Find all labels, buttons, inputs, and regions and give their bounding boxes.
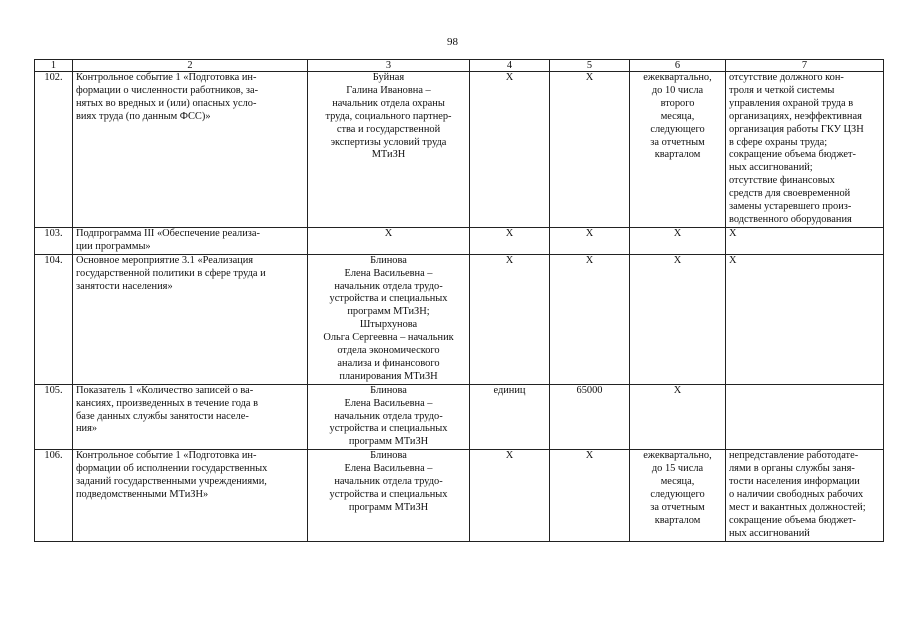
risk-cell	[726, 450, 884, 541]
unit-cell	[470, 72, 550, 228]
row-number-cell: 105.	[35, 384, 73, 450]
cell-line: подведомственными МТиЗН»	[76, 489, 209, 500]
table-body	[35, 72, 884, 542]
value-cell	[550, 72, 630, 228]
responsible-cell	[308, 384, 470, 450]
cell-line: Блинова	[370, 450, 407, 462]
cell-line: Х	[585, 227, 594, 239]
cell-line: занятости населения»	[76, 280, 173, 292]
event-name-cell	[73, 72, 308, 228]
event-name-cell	[73, 450, 308, 541]
cell-line: до 10 числа	[651, 84, 704, 96]
cell-line: Буйная	[372, 72, 405, 83]
column-header: 6	[630, 60, 726, 72]
cell-line: Х	[673, 254, 682, 266]
cell-line: ства и государственной	[336, 123, 441, 135]
cell-line: месяца,	[660, 110, 695, 122]
cell-line: Блинова	[370, 254, 407, 266]
column-header: 2	[73, 60, 308, 72]
table-row	[35, 254, 884, 384]
cell-line: Х	[673, 227, 682, 239]
cell-line: лями в органы службы заня-	[729, 463, 855, 475]
program-table	[34, 59, 884, 542]
table-row	[35, 227, 884, 254]
cell-line: Х	[505, 450, 514, 462]
cell-line: Елена Васильевна –	[344, 397, 433, 409]
cell-line: следующего	[650, 123, 705, 135]
deadline-cell	[630, 227, 726, 254]
cell-line: Х	[505, 254, 514, 266]
responsible-cell	[308, 72, 470, 228]
cell-line: ных ассигнований;	[729, 162, 813, 174]
cell-line: программ МТиЗН	[348, 501, 429, 513]
cell-line: сокращение объема бюджет-	[729, 514, 856, 526]
cell-line: управления охраной труда в	[729, 97, 854, 109]
cell-line: Ольга Сергеевна – начальник	[323, 332, 454, 344]
value-cell	[550, 254, 630, 384]
page-number: 98	[447, 36, 458, 48]
cell-line: непредставление работодате-	[729, 450, 859, 462]
column-header: 4	[470, 60, 550, 72]
cell-line: ных ассигнований	[729, 527, 810, 539]
cell-line: программ МТиЗН;	[347, 306, 430, 318]
cell-line: нятых во вредных и (или) опасных усло-	[76, 97, 257, 109]
cell-line: средств для своевременной	[729, 188, 851, 200]
cell-line: Основное мероприятие 3.1 «Реализация	[76, 254, 254, 266]
cell-line: второго	[660, 97, 695, 109]
row-number-cell: 102.	[35, 72, 73, 228]
value-cell	[550, 384, 630, 450]
cell-line: виях труда (по данным ФСС)»	[76, 110, 211, 122]
risk-cell	[726, 254, 884, 384]
cell-line: Подпрограмма III «Обеспечение реализа-	[76, 227, 260, 239]
cell-line: планирования МТиЗН	[339, 370, 438, 382]
header-row	[35, 60, 884, 72]
cell-line: мест и вакантных должностей;	[729, 501, 866, 513]
cell-line: Х	[673, 384, 682, 396]
cell-line: до 15 числа	[651, 463, 704, 475]
cell-line: организация работы ГКУ ЦЗН	[729, 123, 864, 135]
deadline-cell	[630, 384, 726, 450]
event-name-cell	[73, 227, 308, 254]
cell-line: устройства и специальных	[329, 293, 448, 305]
cell-line: устройства и специальных	[329, 423, 448, 435]
table-row	[35, 450, 884, 541]
cell-line: Х	[585, 450, 594, 462]
column-header: 5	[550, 60, 630, 72]
cell-line: ции программы»	[76, 240, 151, 252]
cell-line: кварталом	[654, 514, 701, 526]
cell-line: замены устаревшего произ-	[729, 201, 852, 213]
cell-line: Контрольное событие 1 «Подготовка ин-	[76, 72, 257, 83]
unit-cell	[470, 384, 550, 450]
cell-line: тости населения информации	[729, 476, 860, 488]
cell-line: Контрольное событие 1 «Подготовка ин-	[76, 450, 257, 462]
cell-line: ния»	[76, 423, 98, 435]
cell-line: Х	[585, 72, 594, 83]
cell-line: Х	[729, 254, 737, 266]
cell-line: Галина Ивановна –	[346, 84, 431, 96]
cell-line: Блинова	[370, 384, 407, 396]
cell-line: кварталом	[654, 149, 701, 161]
cell-line: следующего	[650, 489, 705, 500]
cell-line: организациях, неэффективная	[729, 110, 862, 122]
cell-line: Х	[505, 72, 514, 83]
risk-cell	[726, 72, 884, 228]
cell-line: за отчетным	[650, 501, 705, 513]
cell-line: начальник отдела трудо-	[334, 476, 443, 488]
unit-cell	[470, 254, 550, 384]
cell-line: Штырхунова	[359, 319, 418, 331]
cell-line: водственного оборудования	[729, 213, 852, 225]
cell-line: троля и четкой системы	[729, 84, 835, 96]
cell-line: отдела экономического	[337, 345, 440, 357]
column-header: 7	[726, 60, 884, 72]
cell-line: базе данных службы занятости населе-	[76, 410, 249, 422]
cell-line: государственной политики в сфере труда и	[76, 267, 266, 279]
cell-line: программ МТиЗН	[348, 436, 429, 448]
cell-line: Елена Васильевна –	[344, 267, 433, 279]
row-number-cell: 104.	[35, 254, 73, 384]
cell-line: анализа и финансового	[337, 357, 440, 369]
cell-line: устройства и специальных	[329, 489, 448, 500]
value-cell	[550, 450, 630, 541]
responsible-cell	[308, 254, 470, 384]
cell-line: за отчетным	[650, 136, 705, 148]
cell-line: Х	[585, 254, 594, 266]
event-name-cell	[73, 384, 308, 450]
cell-line: отсутствие финансовых	[729, 175, 835, 187]
unit-cell	[470, 450, 550, 541]
deadline-cell	[630, 450, 726, 541]
cell-line: формации об исполнении государственных	[76, 463, 268, 475]
unit-cell	[470, 227, 550, 254]
cell-line: сокращение объема бюджет-	[729, 149, 856, 161]
cell-line: труда, социального партнер-	[325, 110, 452, 122]
risk-cell	[726, 227, 884, 254]
row-number-cell: 106.	[35, 450, 73, 541]
cell-line: Х	[505, 227, 514, 239]
cell-line: кансиях, произведенных в течение года в	[76, 397, 259, 409]
cell-line: единиц	[493, 384, 526, 396]
cell-line: заданий государственными учреждениями,	[76, 476, 267, 488]
cell-line: 65000	[576, 384, 603, 396]
risk-cell	[726, 384, 884, 450]
table-row	[35, 72, 884, 228]
deadline-cell	[630, 72, 726, 228]
cell-line: МТиЗН	[371, 149, 406, 161]
responsible-cell	[308, 227, 470, 254]
deadline-cell	[630, 254, 726, 384]
cell-line: начальник отдела трудо-	[334, 280, 443, 292]
cell-line: начальник отдела трудо-	[334, 410, 443, 422]
cell-line: Елена Васильевна –	[344, 463, 433, 475]
cell-line: о наличии свободных рабочих	[729, 489, 864, 500]
table-row	[35, 384, 884, 450]
value-cell	[550, 227, 630, 254]
cell-line: Показатель 1 «Количество записей о ва-	[76, 384, 254, 396]
cell-line: отсутствие должного кон-	[729, 72, 844, 83]
cell-line: Х	[384, 227, 393, 239]
cell-line: ежеквартально,	[643, 450, 712, 462]
column-header: 3	[308, 60, 470, 72]
cell-line: экспертизы условий труда	[330, 136, 447, 148]
cell-line: формации о численности работников, за-	[76, 84, 259, 96]
cell-line: Х	[729, 227, 737, 239]
column-header: 1	[35, 60, 73, 72]
cell-line: начальник отдела охраны	[332, 97, 445, 109]
cell-line: месяца,	[660, 476, 695, 488]
event-name-cell	[73, 254, 308, 384]
cell-line: ежеквартально,	[643, 72, 712, 83]
responsible-cell	[308, 450, 470, 541]
row-number-cell: 103.	[35, 227, 73, 254]
cell-line: в сфере охраны труда;	[729, 136, 828, 148]
